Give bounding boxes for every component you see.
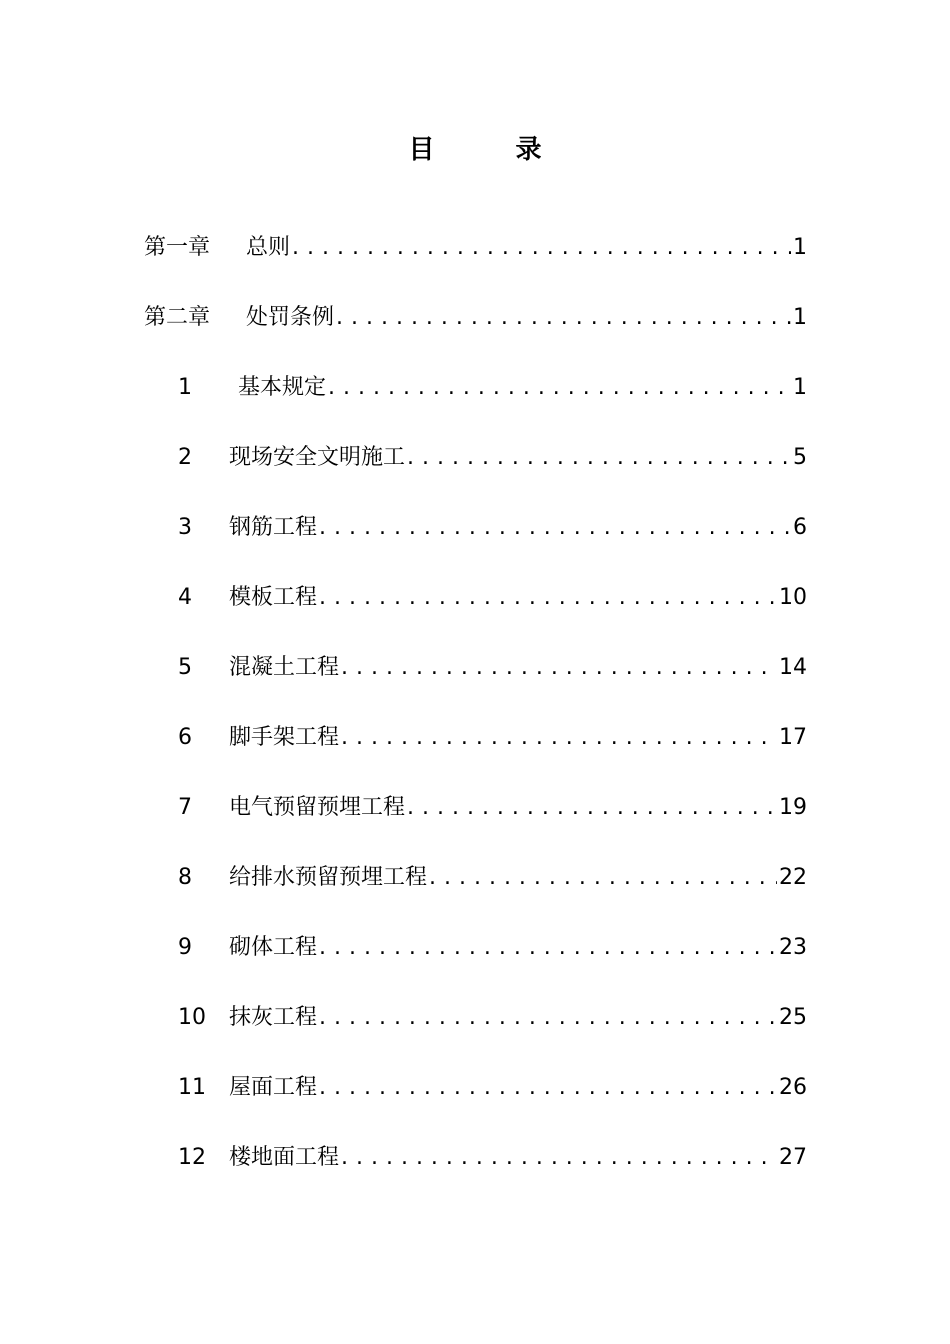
entry-title: 总则 bbox=[246, 235, 291, 260]
toc-entry[interactable] bbox=[144, 229, 807, 263]
entry-page-number: 5 bbox=[793, 445, 807, 470]
dot-leader bbox=[336, 303, 791, 333]
entry-number: 11 bbox=[178, 1075, 206, 1100]
entry-number: 8 bbox=[178, 865, 192, 890]
toc-entry[interactable] bbox=[178, 999, 807, 1033]
dot-leader bbox=[429, 863, 777, 893]
entry-title: 混凝土工程 bbox=[229, 655, 340, 680]
toc-entry[interactable] bbox=[178, 1139, 807, 1173]
entry-number: 7 bbox=[178, 795, 192, 820]
entry-number: 第二章 bbox=[144, 305, 211, 330]
toc-entry[interactable] bbox=[178, 859, 807, 893]
entry-page-number: 22 bbox=[779, 865, 807, 890]
dot-leader bbox=[341, 653, 777, 683]
toc-entry[interactable] bbox=[178, 789, 807, 823]
dot-leader bbox=[328, 373, 791, 403]
toc-entry[interactable] bbox=[178, 719, 807, 753]
entry-number: 2 bbox=[178, 445, 192, 470]
entry-number: 5 bbox=[178, 655, 192, 680]
dot-leader bbox=[319, 1003, 777, 1033]
entry-title: 给排水预留预埋工程 bbox=[229, 865, 428, 890]
entry-title: 钢筋工程 bbox=[229, 515, 318, 540]
entry-page-number: 27 bbox=[779, 1145, 807, 1170]
dot-leader bbox=[292, 233, 791, 263]
toc-entry[interactable] bbox=[178, 1069, 807, 1103]
entry-page-number: 10 bbox=[779, 585, 807, 610]
toc-entry[interactable] bbox=[178, 369, 807, 403]
entry-number: 6 bbox=[178, 725, 192, 750]
entry-page-number: 1 bbox=[793, 305, 807, 330]
toc-title: 目 录 bbox=[408, 135, 578, 165]
entry-number: 1 bbox=[178, 375, 192, 400]
entry-title: 电气预留预埋工程 bbox=[229, 795, 406, 820]
toc-entry[interactable] bbox=[178, 929, 807, 963]
toc-entry[interactable] bbox=[178, 649, 807, 683]
dot-leader bbox=[319, 933, 777, 963]
dot-leader bbox=[407, 443, 791, 473]
toc-entry[interactable] bbox=[178, 579, 807, 613]
dot-leader bbox=[319, 1073, 777, 1103]
entry-title: 模板工程 bbox=[229, 585, 318, 610]
entry-page-number: 19 bbox=[779, 795, 807, 820]
entry-title: 抹灰工程 bbox=[229, 1005, 318, 1030]
toc-entry[interactable] bbox=[144, 299, 807, 333]
entry-number: 4 bbox=[178, 585, 192, 610]
entry-number: 第一章 bbox=[144, 235, 211, 260]
entry-page-number: 26 bbox=[779, 1075, 807, 1100]
entry-number: 10 bbox=[178, 1005, 206, 1030]
entry-title: 楼地面工程 bbox=[229, 1145, 340, 1170]
entry-page-number: 17 bbox=[779, 725, 807, 750]
entry-page-number: 1 bbox=[793, 375, 807, 400]
entry-page-number: 25 bbox=[779, 1005, 807, 1030]
toc-entry[interactable] bbox=[178, 439, 807, 473]
entry-title: 现场安全文明施工 bbox=[229, 445, 406, 470]
dot-leader bbox=[341, 1143, 777, 1173]
entry-title: 屋面工程 bbox=[229, 1075, 318, 1100]
entry-title: 砌体工程 bbox=[229, 935, 318, 960]
entry-number: 9 bbox=[178, 935, 192, 960]
toc-entry[interactable] bbox=[178, 509, 807, 543]
entry-title: 脚手架工程 bbox=[229, 725, 340, 750]
entry-number: 3 bbox=[178, 515, 192, 540]
dot-leader bbox=[319, 513, 791, 543]
entry-page-number: 6 bbox=[793, 515, 807, 540]
entry-title: 处罚条例 bbox=[246, 305, 335, 330]
entry-page-number: 14 bbox=[779, 655, 807, 680]
entry-number: 12 bbox=[178, 1145, 206, 1170]
entry-title: 基本规定 bbox=[238, 375, 327, 400]
entry-page-number: 23 bbox=[779, 935, 807, 960]
dot-leader bbox=[407, 793, 777, 823]
dot-leader bbox=[341, 723, 777, 753]
dot-leader bbox=[319, 583, 777, 613]
entry-page-number: 1 bbox=[793, 235, 807, 260]
